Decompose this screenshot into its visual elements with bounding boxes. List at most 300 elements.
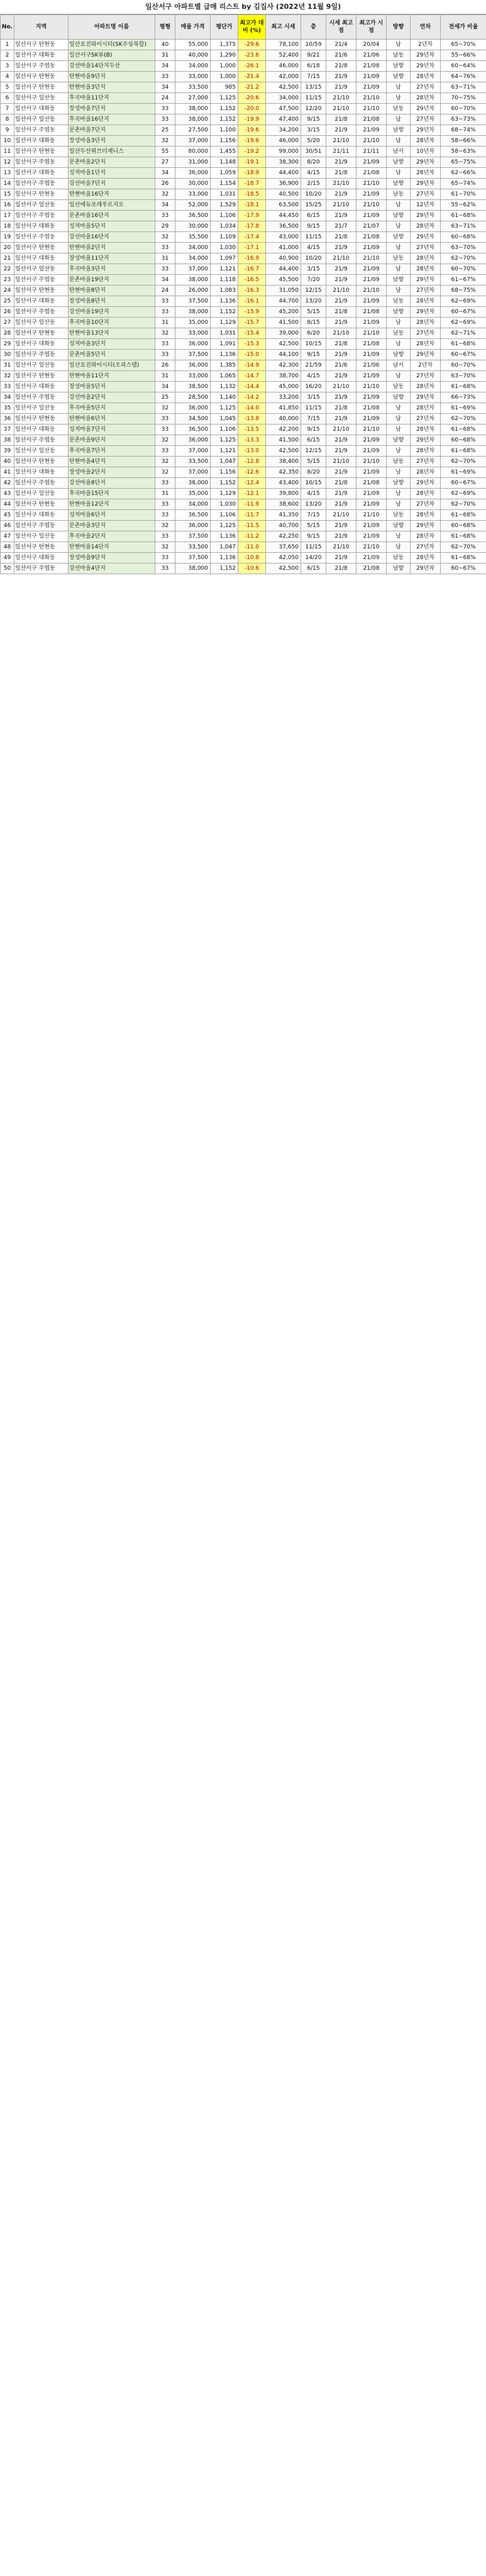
cell-top: 21/8: [326, 478, 356, 489]
cell-unit: 1,091: [211, 339, 238, 350]
cell-area: 일산서구 대화동: [14, 136, 69, 147]
cell-price: 36,000: [175, 435, 211, 446]
cell-area: 일산서구 주엽동: [14, 392, 69, 403]
cell-year: 28년차: [411, 403, 441, 414]
cell-price: 33,000: [175, 72, 211, 82]
cell-price: 35,000: [175, 318, 211, 328]
cell-price: 80,000: [175, 147, 211, 157]
cell-area: 일산서구 탄현동: [14, 147, 69, 157]
cell-change: -11.0: [238, 542, 266, 553]
cell-py: 32: [155, 457, 175, 467]
cell-high: 41,850: [266, 403, 301, 414]
cell-price: 33,000: [175, 328, 211, 339]
cell-name: 탄현마을16단지: [69, 189, 155, 200]
cell-dir: 남: [387, 200, 411, 211]
cell-price: 31,000: [175, 157, 211, 168]
cell-unit: 1,152: [211, 307, 238, 318]
cell-name: 강선마을19단지: [69, 307, 155, 318]
cell-year: 28년차: [411, 264, 441, 275]
cell-ratio: 62~70%: [441, 499, 486, 510]
cell-change: -12.1: [238, 489, 266, 499]
cell-area: 일산서구 일산동: [14, 489, 69, 499]
cell-year: 29년차: [411, 435, 441, 446]
col-when: 최고가 시점: [356, 15, 387, 40]
table-row: [1, 104, 486, 114]
cell-no: 47: [1, 531, 14, 542]
cell-high: 44,400: [266, 264, 301, 275]
cell-area: 일산서구 대화동: [14, 467, 69, 478]
cell-when: 21/06: [356, 360, 387, 371]
cell-year: 28년차: [411, 136, 441, 147]
cell-change: -29.6: [238, 40, 266, 50]
cell-floor: 9/15: [301, 114, 326, 125]
cell-top: 21/10: [326, 510, 356, 521]
cell-area: 일산서구 일산동: [14, 403, 69, 414]
table-row: [1, 435, 486, 446]
cell-ratio: 62~69%: [441, 489, 486, 499]
cell-year: 28년차: [411, 510, 441, 521]
cell-change: -13.0: [238, 446, 266, 457]
cell-year: 28년차: [411, 168, 441, 179]
cell-year: 10년차: [411, 147, 441, 157]
cell-py: 32: [155, 435, 175, 446]
cell-price: 36,000: [175, 168, 211, 179]
cell-top: 21/8: [326, 61, 356, 72]
cell-py: 33: [155, 307, 175, 318]
cell-when: 21/09: [356, 489, 387, 499]
cell-no: 30: [1, 350, 14, 360]
cell-area: 일산서구 대화동: [14, 221, 69, 232]
cell-no: 28: [1, 328, 14, 339]
table-row: [1, 168, 486, 179]
cell-py: 31: [155, 318, 175, 328]
cell-when: 21/09: [356, 499, 387, 510]
col-top: 시세 최고점: [326, 15, 356, 40]
cell-area: 일산서구 주엽동: [14, 125, 69, 136]
cell-ratio: 63~70%: [441, 243, 486, 253]
cell-name: 장성마을7단지: [69, 104, 155, 114]
cell-unit: 1,152: [211, 104, 238, 114]
cell-top: 21/10: [326, 253, 356, 264]
cell-unit: 1,045: [211, 414, 238, 425]
cell-no: 5: [1, 82, 14, 93]
cell-name: 장성마을8단지: [69, 296, 155, 307]
cell-price: 38,000: [175, 478, 211, 489]
cell-py: 33: [155, 553, 175, 564]
cell-when: 21/09: [356, 189, 387, 200]
cell-dir: 남: [387, 446, 411, 457]
cell-high: 43,400: [266, 478, 301, 489]
table-row: [1, 510, 486, 521]
cell-unit: 1,031: [211, 328, 238, 339]
cell-top: 21/10: [326, 136, 356, 147]
cell-py: 55: [155, 147, 175, 157]
cell-change: -17.8: [238, 221, 266, 232]
cell-year: 28년차: [411, 221, 441, 232]
cell-dir: 남: [387, 425, 411, 435]
cell-floor: 9/15: [301, 531, 326, 542]
cell-floor: 7/15: [301, 72, 326, 82]
cell-when: 21/10: [356, 136, 387, 147]
cell-ratio: 60~67%: [441, 478, 486, 489]
cell-unit: 1,125: [211, 403, 238, 414]
cell-area: 일산서구 일산동: [14, 200, 69, 211]
cell-price: 36,000: [175, 521, 211, 531]
cell-name: 강선마을16단지: [69, 232, 155, 243]
cell-top: 21/10: [326, 179, 356, 189]
cell-when: 21/09: [356, 275, 387, 286]
cell-when: 21/09: [356, 296, 387, 307]
cell-unit: 1,118: [211, 275, 238, 286]
cell-when: 21/09: [356, 264, 387, 275]
cell-top: 21/9: [326, 435, 356, 446]
cell-dir: 남향: [387, 232, 411, 243]
cell-name: 일산에듀포레푸르지오: [69, 200, 155, 211]
sheet-title: 일산서구 아파트별 급매 리스트 by 김집사 (2022년 11월 9일): [0, 0, 486, 14]
cell-name: 장성마을2단지: [69, 467, 155, 478]
cell-area: 일산서구 주엽동: [14, 564, 69, 574]
cell-price: 34,500: [175, 414, 211, 425]
cell-when: 21/09: [356, 467, 387, 478]
col-price: 매물 가격: [175, 15, 211, 40]
cell-when: 21/10: [356, 510, 387, 521]
table-row: [1, 61, 486, 72]
cell-year: 27년차: [411, 328, 441, 339]
cell-ratio: 55~66%: [441, 50, 486, 61]
cell-change: -16.1: [238, 296, 266, 307]
cell-name: 문촌마을2단지: [69, 157, 155, 168]
cell-dir: 남: [387, 371, 411, 382]
cell-year: 28년차: [411, 446, 441, 457]
cell-py: 34: [155, 275, 175, 286]
cell-price: 36,500: [175, 211, 211, 221]
cell-py: 34: [155, 61, 175, 72]
cell-name: 일산요진와이시티(오피스텔): [69, 360, 155, 371]
cell-price: 34,000: [175, 253, 211, 264]
cell-floor: 13/20: [301, 296, 326, 307]
cell-area: 일산서구 주엽동: [14, 61, 69, 72]
cell-year: 27년차: [411, 414, 441, 425]
cell-name: 문촌마을5단지: [69, 350, 155, 360]
cell-py: 25: [155, 125, 175, 136]
cell-dir: 남: [387, 489, 411, 499]
cell-price: 55,000: [175, 40, 211, 50]
cell-no: 34: [1, 392, 14, 403]
cell-ratio: 68~74%: [441, 125, 486, 136]
cell-high: 38,300: [266, 157, 301, 168]
cell-dir: 남동: [387, 457, 411, 467]
cell-change: -11.9: [238, 499, 266, 510]
cell-dir: 남향: [387, 211, 411, 221]
cell-unit: 1,156: [211, 136, 238, 147]
cell-high: 39,800: [266, 489, 301, 499]
table-row: [1, 499, 486, 510]
cell-py: 26: [155, 360, 175, 371]
cell-when: 21/10: [356, 328, 387, 339]
cell-floor: 8/15: [301, 318, 326, 328]
cell-unit: 1,121: [211, 264, 238, 275]
cell-ratio: 66~73%: [441, 392, 486, 403]
cell-when: 21/09: [356, 318, 387, 328]
cell-year: 29년차: [411, 392, 441, 403]
cell-top: 21/6: [326, 50, 356, 61]
cell-unit: 1,000: [211, 72, 238, 82]
cell-unit: 1,097: [211, 253, 238, 264]
cell-when: 21/10: [356, 104, 387, 114]
cell-price: 37,500: [175, 553, 211, 564]
cell-year: 27년차: [411, 457, 441, 467]
cell-year: 29년차: [411, 564, 441, 574]
col-high: 최고 시세: [266, 15, 301, 40]
cell-top: 21/6: [326, 360, 356, 371]
cell-dir: 남향: [387, 157, 411, 168]
cell-py: 33: [155, 72, 175, 82]
cell-name: 강선마을4단지: [69, 564, 155, 574]
cell-ratio: 61~68%: [441, 382, 486, 392]
cell-price: 34,000: [175, 61, 211, 72]
cell-no: 26: [1, 307, 14, 318]
table-row: [1, 328, 486, 339]
cell-top: 21/8: [326, 403, 356, 414]
cell-area: 일산서구 일산동: [14, 318, 69, 328]
cell-ratio: 61~69%: [441, 403, 486, 414]
cell-change: -15.3: [238, 339, 266, 350]
cell-py: 33: [155, 478, 175, 489]
cell-ratio: 62~66%: [441, 168, 486, 179]
cell-high: 31,050: [266, 286, 301, 296]
cell-floor: 7/20: [301, 275, 326, 286]
cell-floor: 4/15: [301, 168, 326, 179]
cell-top: 21/10: [326, 542, 356, 553]
cell-top: 21/11: [326, 147, 356, 157]
cell-price: 33,500: [175, 457, 211, 467]
cell-high: 38,600: [266, 499, 301, 510]
cell-high: 42,350: [266, 467, 301, 478]
cell-floor: 7/15: [301, 414, 326, 425]
cell-unit: 1,140: [211, 392, 238, 403]
cell-area: 일산서구 대화동: [14, 553, 69, 564]
cell-year: 28년차: [411, 318, 441, 328]
cell-area: 일산서구 주엽동: [14, 521, 69, 531]
cell-floor: 14/20: [301, 553, 326, 564]
cell-price: 27,000: [175, 93, 211, 104]
cell-no: 48: [1, 542, 14, 553]
cell-floor: 3/15: [301, 392, 326, 403]
cell-py: 33: [155, 499, 175, 510]
cell-unit: 1,083: [211, 286, 238, 296]
cell-unit: 1,125: [211, 521, 238, 531]
cell-change: -17.4: [238, 232, 266, 243]
cell-top: 21/9: [326, 82, 356, 93]
cell-year: 28년차: [411, 296, 441, 307]
cell-no: 21: [1, 253, 14, 264]
cell-dir: 남동: [387, 104, 411, 114]
cell-year: 29년차: [411, 211, 441, 221]
cell-dir: 남향: [387, 307, 411, 318]
table-row: [1, 296, 486, 307]
cell-top: 21/9: [326, 125, 356, 136]
cell-price: 38,000: [175, 307, 211, 318]
cell-dir: 남서: [387, 147, 411, 157]
cell-year: 29년차: [411, 50, 441, 61]
cell-price: 37,000: [175, 467, 211, 478]
cell-area: 일산서구 일산동: [14, 93, 69, 104]
cell-price: 36,500: [175, 510, 211, 521]
table-row: [1, 211, 486, 221]
cell-floor: 6/15: [301, 564, 326, 574]
cell-change: -17.1: [238, 243, 266, 253]
cell-price: 36,000: [175, 403, 211, 414]
cell-year: 28년차: [411, 93, 441, 104]
cell-high: 38,400: [266, 457, 301, 467]
cell-dir: 남: [387, 339, 411, 350]
cell-change: -13.8: [238, 414, 266, 425]
cell-ratio: 62~70%: [441, 253, 486, 264]
col-area: 지역: [14, 15, 69, 40]
cell-py: 34: [155, 82, 175, 93]
cell-when: 21/07: [356, 221, 387, 232]
cell-no: 9: [1, 125, 14, 136]
cell-ratio: 60~68%: [441, 521, 486, 531]
cell-py: 34: [155, 382, 175, 392]
cell-py: 32: [155, 542, 175, 553]
cell-ratio: 61~69%: [441, 467, 486, 478]
cell-name: 후곡마을2단지: [69, 531, 155, 542]
cell-area: 일산서구 주엽동: [14, 211, 69, 221]
table-row: [1, 414, 486, 425]
cell-dir: 남: [387, 264, 411, 275]
table-row: [1, 232, 486, 243]
cell-name: 문촌마을9단지: [69, 435, 155, 446]
cell-price: 35,000: [175, 489, 211, 499]
cell-year: 2년차: [411, 40, 441, 50]
cell-floor: 12/15: [301, 286, 326, 296]
cell-no: 10: [1, 136, 14, 147]
cell-when: 21/09: [356, 211, 387, 221]
cell-floor: 15/25: [301, 200, 326, 211]
cell-floor: 11/15: [301, 403, 326, 414]
cell-ratio: 63~71%: [441, 221, 486, 232]
cell-change: -11.5: [238, 521, 266, 531]
table-row: [1, 457, 486, 467]
cell-dir: 남동: [387, 510, 411, 521]
cell-ratio: 60~67%: [441, 564, 486, 574]
cell-area: 일산서구 주엽동: [14, 350, 69, 360]
cell-high: 42,500: [266, 82, 301, 93]
cell-floor: 3/15: [301, 125, 326, 136]
table-row: [1, 392, 486, 403]
cell-year: 29년차: [411, 232, 441, 243]
cell-name: 강선마을14단지두산: [69, 61, 155, 72]
table-row: [1, 564, 486, 574]
cell-change: -12.6: [238, 467, 266, 478]
cell-no: 20: [1, 243, 14, 253]
cell-name: 문촌마을19단지: [69, 275, 155, 286]
cell-change: -16.3: [238, 286, 266, 296]
cell-py: 32: [155, 189, 175, 200]
cell-py: 33: [155, 350, 175, 360]
cell-when: 21/09: [356, 553, 387, 564]
cell-top: 21/8: [326, 564, 356, 574]
cell-no: 13: [1, 168, 14, 179]
col-py: 평형: [155, 15, 175, 40]
cell-price: 37,500: [175, 531, 211, 542]
cell-floor: 9/15: [301, 425, 326, 435]
cell-when: 21/09: [356, 72, 387, 82]
cell-name: 탄현마을13단지: [69, 328, 155, 339]
cell-py: 33: [155, 510, 175, 521]
cell-floor: 12/20: [301, 104, 326, 114]
cell-when: 21/09: [356, 243, 387, 253]
cell-no: 37: [1, 425, 14, 435]
cell-name: 성저마을5단지: [69, 221, 155, 232]
cell-dir: 남향: [387, 72, 411, 82]
cell-top: 21/10: [326, 382, 356, 392]
cell-no: 32: [1, 371, 14, 382]
cell-price: 37,500: [175, 350, 211, 360]
cell-price: 38,000: [175, 114, 211, 125]
cell-name: 성저마을1단지: [69, 168, 155, 179]
cell-top: 21/9: [326, 414, 356, 425]
cell-high: 34,000: [266, 93, 301, 104]
cell-when: 21/09: [356, 531, 387, 542]
cell-price: 40,000: [175, 50, 211, 61]
cell-area: 일산서구 탄현동: [14, 457, 69, 467]
cell-price: 37,000: [175, 136, 211, 147]
cell-dir: 남: [387, 168, 411, 179]
cell-change: -20.0: [238, 104, 266, 114]
cell-floor: 5/20: [301, 136, 326, 147]
cell-no: 22: [1, 264, 14, 275]
cell-no: 11: [1, 147, 14, 157]
cell-when: 21/10: [356, 457, 387, 467]
cell-high: 46,000: [266, 61, 301, 72]
cell-area: 일산서구 탄현동: [14, 72, 69, 82]
cell-when: 20/04: [356, 40, 387, 50]
table-row: [1, 467, 486, 478]
cell-name: 탄현마을3단지: [69, 82, 155, 93]
header-row: [1, 15, 486, 40]
cell-high: 39,000: [266, 328, 301, 339]
cell-unit: 1,125: [211, 435, 238, 446]
spreadsheet: [0, 0, 486, 574]
cell-ratio: 62~69%: [441, 318, 486, 328]
cell-py: 32: [155, 403, 175, 414]
cell-no: 43: [1, 489, 14, 499]
cell-ratio: 60~68%: [441, 232, 486, 243]
cell-unit: 1,000: [211, 61, 238, 72]
cell-top: 21/4: [326, 40, 356, 50]
cell-price: 34,000: [175, 499, 211, 510]
cell-when: 21/09: [356, 435, 387, 446]
table-row: [1, 371, 486, 382]
cell-unit: 1,152: [211, 478, 238, 489]
cell-ratio: 68~75%: [441, 286, 486, 296]
cell-area: 일산서구 탄현동: [14, 542, 69, 553]
cell-area: 일산서구 탄현동: [14, 499, 69, 510]
cell-unit: 1,047: [211, 457, 238, 467]
cell-area: 일산서구 탄현동: [14, 82, 69, 93]
cell-change: -16.9: [238, 253, 266, 264]
cell-ratio: 63~73%: [441, 114, 486, 125]
cell-top: 21/10: [326, 425, 356, 435]
cell-name: 강선마을2단지: [69, 392, 155, 403]
cell-top: 21/9: [326, 489, 356, 499]
cell-dir: 남: [387, 403, 411, 414]
cell-high: 41,350: [266, 510, 301, 521]
cell-no: 1: [1, 40, 14, 50]
col-change: 최고가 대비 (%): [238, 15, 266, 40]
